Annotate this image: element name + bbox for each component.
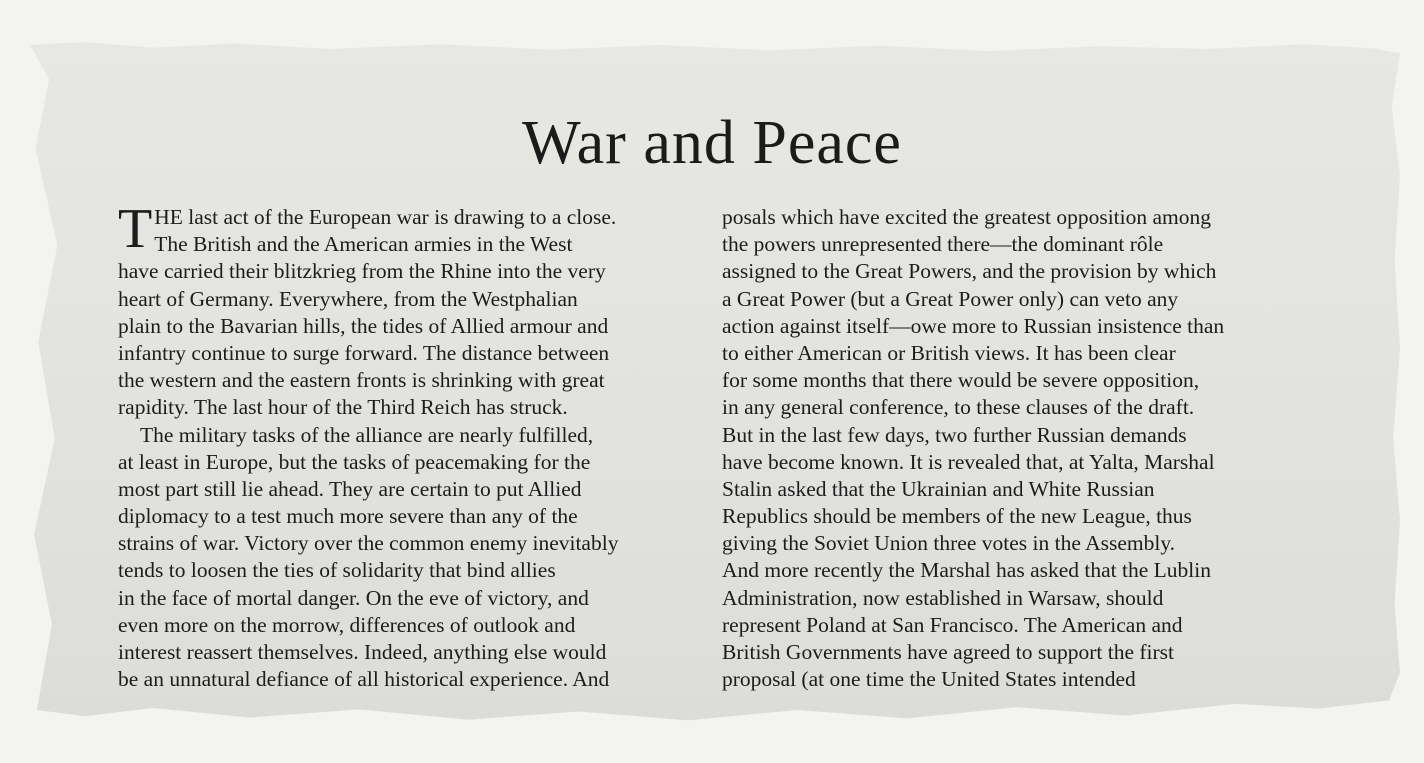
text-line: rapidity. The last hour of the Third Reich has struck. — [118, 395, 568, 420]
text-line: the western and the eastern fronts is shrinking with great — [118, 368, 605, 393]
right-column — [722, 204, 1314, 693]
text-line: interest reassert themselves. Indeed, anything else would — [118, 640, 607, 664]
text-line: tends to loosen the ties of solidarity that bind allies — [118, 558, 556, 583]
text-line: British Governments have agreed to support the first — [722, 640, 1174, 664]
article-title: War and Peace — [522, 109, 902, 177]
text-line: be an unnatural defiance of all historical experience. And — [118, 667, 610, 692]
text-line: to either American or British views. It has been clear — [722, 340, 1176, 365]
text-line: Republics should be members of the new League, thus — [722, 504, 1192, 529]
text-line: proposal (at one time the United States intended — [722, 667, 1136, 692]
text-line: infantry continue to surge forward. The distance between — [118, 340, 610, 365]
text-line: the powers unrepresented there—the dominant rôle — [722, 232, 1164, 257]
text-line: And more recently the Marshal has asked that the Lublin — [722, 558, 1211, 583]
text-line: in any general conference, to these clauses of the draft. — [722, 395, 1195, 420]
text-line: at least in Europe, but the tasks of peacemaking for the — [118, 449, 591, 474]
text-line: posals which have excited the greatest opposition among — [722, 205, 1211, 229]
text-line: assigned to the Great Powers, and the provision by which — [722, 259, 1217, 284]
drop-cap: T — [118, 198, 153, 260]
text-line: heart of Germany. Everywhere, from the Westphalian — [118, 286, 578, 311]
text-line: have become known. It is revealed that, at Yalta, Marshal — [722, 449, 1215, 474]
text-line: Administration, now established in Warsaw, should — [722, 585, 1164, 610]
text-line: even more on the morrow, differences of outlook and — [118, 612, 576, 637]
text-line: HE last act of the European war is drawing to a close. — [154, 205, 617, 229]
text-line: Stalin asked that the Ukrainian and White Russian — [722, 476, 1155, 501]
left-column — [118, 198, 688, 693]
text-line: The British and the American armies in the West — [154, 232, 573, 257]
text-line: plain to the Bavarian hills, the tides of Allied armour and — [118, 313, 609, 338]
text-line: a Great Power (but a Great Power only) can veto any — [722, 286, 1179, 311]
text-line: The military tasks of the alliance are nearly fulfilled, — [140, 422, 594, 447]
text-line: action against itself—owe more to Russian insistence than — [722, 313, 1225, 338]
text-line: have carried their blitzkrieg from the Rhine into the very — [118, 259, 606, 284]
text-line: strains of war. Victory over the common enemy inevitably — [118, 531, 619, 556]
text-line: represent Poland at San Francisco. The American and — [722, 612, 1183, 637]
text-line: But in the last few days, two further Russian demands — [722, 422, 1187, 447]
text-line: most part still lie ahead. They are certain to put Allied — [118, 476, 582, 501]
text-line: in the face of mortal danger. On the eve of victory, and — [118, 585, 589, 610]
text-line: giving the Soviet Union three votes in the Assembly. — [722, 531, 1176, 556]
text-line: for some months that there would be severe opposition, — [722, 368, 1200, 393]
text-line: diplomacy to a test much more severe than any of the — [118, 504, 578, 529]
